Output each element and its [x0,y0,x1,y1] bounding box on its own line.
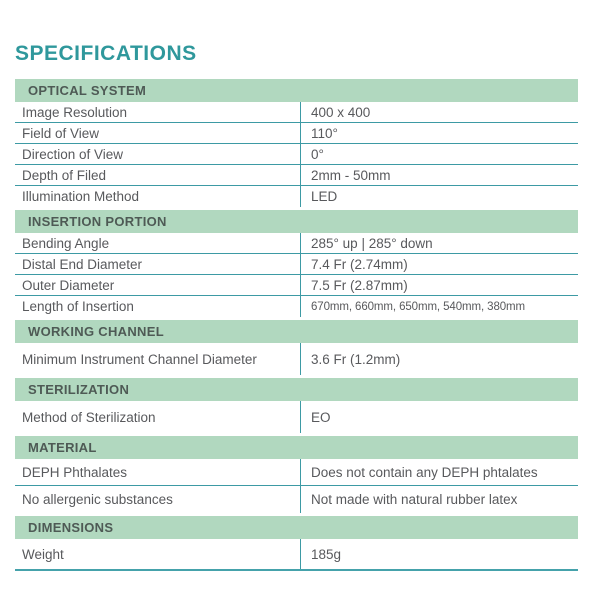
section-header-insertion-portion: INSERTION PORTION [15,210,578,233]
spec-label: Minimum Instrument Channel Diameter [22,351,257,367]
spec-value: 2mm - 50mm [300,165,578,185]
spec-row [15,123,578,144]
spec-row [15,275,578,296]
page-title: SPECIFICATIONS [15,42,197,65]
section-header-working-channel: WORKING CHANNEL [15,320,578,343]
spec-value: 3.6 Fr (1.2mm) [300,343,578,375]
spec-value: 7.4 Fr (2.74mm) [300,254,578,274]
spec-row [15,144,578,165]
spec-label: No allergenic substances [22,492,173,507]
spec-label: Image Resolution [22,104,128,120]
spec-value: 7.5 Fr (2.87mm) [300,275,578,295]
spec-label: Distal End Diameter [22,256,143,272]
spec-row [15,165,578,186]
spec-value: 670mm, 660mm, 650mm, 540mm, 380mm [300,296,578,317]
spec-label: Direction of View [22,146,124,162]
spec-value: 185g [300,539,578,569]
spec-value: 400 x 400 [300,102,578,122]
section-header-dimensions: DIMENSIONS [15,516,578,539]
spec-value: 0° [300,144,578,164]
spec-row [15,296,578,317]
section-header-sterilization: STERILIZATION [15,378,578,401]
spec-row [15,186,578,207]
spec-value: EO [300,401,578,433]
spec-value: LED [300,186,578,207]
spec-label: DEPH Phthalates [22,464,128,480]
spec-row [15,254,578,275]
spec-row [15,343,578,375]
spec-value: Does not contain any DEPH phtalates [300,459,578,485]
section-header-optical-system: OPTICAL SYSTEM [15,79,578,102]
spec-label: Method of Sterilization [22,409,156,425]
spec-row [15,102,578,123]
spec-label: Field of View [22,125,100,141]
spec-row [15,486,578,513]
spec-row [15,459,578,486]
spec-label: Illumination Method [22,189,140,204]
spec-label: Weight [22,546,64,562]
spec-row [15,233,578,254]
spec-value: 110° [300,123,578,143]
spec-label: Bending Angle [22,235,110,251]
spec-label: Depth of Filed [22,167,107,183]
section-header-material: MATERIAL [15,436,578,459]
spec-label: Outer Diameter [22,277,115,293]
spec-label: Length of Insertion [22,299,134,314]
spec-value: 285° up | 285° down [300,233,578,253]
spec-table [15,79,578,571]
spec-row [15,401,578,433]
table-bottom-border [15,569,578,571]
spec-row [15,539,578,569]
spec-value: Not made with natural rubber latex [300,486,578,513]
